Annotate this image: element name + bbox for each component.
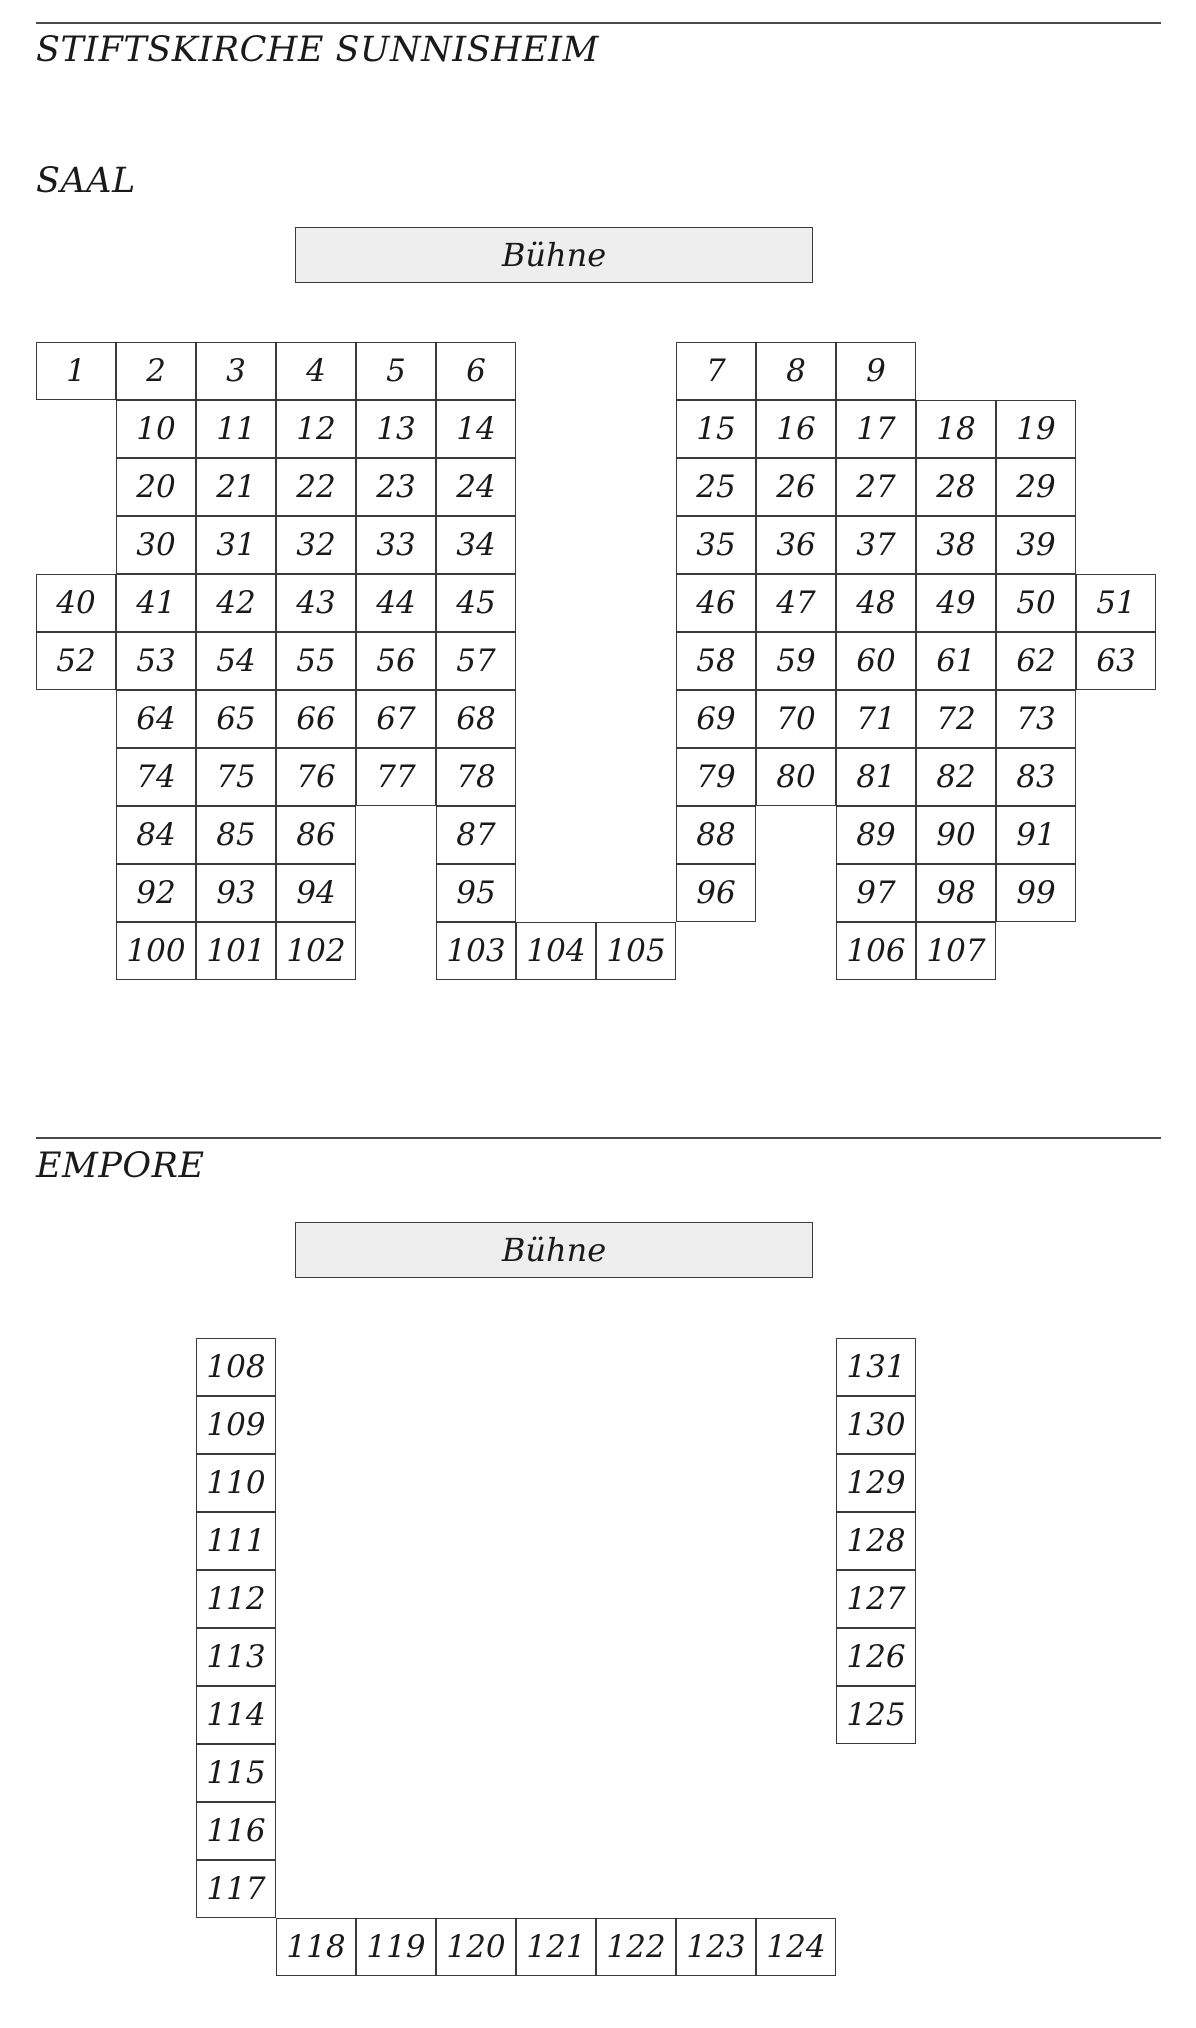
saal-heading: SAAL: [36, 161, 136, 201]
seat-119[interactable]: 119: [356, 1918, 436, 1976]
seat-16[interactable]: 16: [756, 400, 836, 458]
seat-112[interactable]: 112: [196, 1570, 276, 1628]
seat-40[interactable]: 40: [36, 574, 116, 632]
seat-4[interactable]: 4: [276, 342, 356, 400]
seat-107[interactable]: 107: [916, 922, 996, 980]
seat-128[interactable]: 128: [836, 1512, 916, 1570]
seat-120[interactable]: 120: [436, 1918, 516, 1976]
seat-104[interactable]: 104: [516, 922, 596, 980]
seat-25[interactable]: 25: [676, 458, 756, 516]
seat-103[interactable]: 103: [436, 922, 516, 980]
seat-46[interactable]: 46: [676, 574, 756, 632]
seat-98[interactable]: 98: [916, 864, 996, 922]
seat-109[interactable]: 109: [196, 1396, 276, 1454]
seat-121[interactable]: 121: [516, 1918, 596, 1976]
seat-78[interactable]: 78: [436, 748, 516, 806]
seat-105[interactable]: 105: [596, 922, 676, 980]
seat-33[interactable]: 33: [356, 516, 436, 574]
seat-45[interactable]: 45: [436, 574, 516, 632]
seat-101[interactable]: 101: [196, 922, 276, 980]
seat-21[interactable]: 21: [196, 458, 276, 516]
seat-123[interactable]: 123: [676, 1918, 756, 1976]
seat-62[interactable]: 62: [996, 632, 1076, 690]
seat-70[interactable]: 70: [756, 690, 836, 748]
seat-117[interactable]: 117: [196, 1860, 276, 1918]
section-divider: [36, 1137, 1161, 1139]
seat-44[interactable]: 44: [356, 574, 436, 632]
seat-71[interactable]: 71: [836, 690, 916, 748]
seat-27[interactable]: 27: [836, 458, 916, 516]
seat-93[interactable]: 93: [196, 864, 276, 922]
seat-60[interactable]: 60: [836, 632, 916, 690]
seat-35[interactable]: 35: [676, 516, 756, 574]
seat-53[interactable]: 53: [116, 632, 196, 690]
seat-89[interactable]: 89: [836, 806, 916, 864]
seat-64[interactable]: 64: [116, 690, 196, 748]
seat-116[interactable]: 116: [196, 1802, 276, 1860]
seat-28[interactable]: 28: [916, 458, 996, 516]
seat-111[interactable]: 111: [196, 1512, 276, 1570]
seat-55[interactable]: 55: [276, 632, 356, 690]
seat-52[interactable]: 52: [36, 632, 116, 690]
seat-23[interactable]: 23: [356, 458, 436, 516]
seat-3[interactable]: 3: [196, 342, 276, 400]
seat-81[interactable]: 81: [836, 748, 916, 806]
seat-131[interactable]: 131: [836, 1338, 916, 1396]
seat-126[interactable]: 126: [836, 1628, 916, 1686]
seat-31[interactable]: 31: [196, 516, 276, 574]
seat-124[interactable]: 124: [756, 1918, 836, 1976]
seat-26[interactable]: 26: [756, 458, 836, 516]
seat-7[interactable]: 7: [676, 342, 756, 400]
seat-58[interactable]: 58: [676, 632, 756, 690]
seat-36[interactable]: 36: [756, 516, 836, 574]
seat-2[interactable]: 2: [116, 342, 196, 400]
seat-41[interactable]: 41: [116, 574, 196, 632]
seat-74[interactable]: 74: [116, 748, 196, 806]
seat-24[interactable]: 24: [436, 458, 516, 516]
seat-22[interactable]: 22: [276, 458, 356, 516]
seat-90[interactable]: 90: [916, 806, 996, 864]
empore-stage: Bühne: [295, 1222, 813, 1278]
seat-75[interactable]: 75: [196, 748, 276, 806]
seat-77[interactable]: 77: [356, 748, 436, 806]
seat-50[interactable]: 50: [996, 574, 1076, 632]
seat-106[interactable]: 106: [836, 922, 916, 980]
seat-68[interactable]: 68: [436, 690, 516, 748]
seat-108[interactable]: 108: [196, 1338, 276, 1396]
seat-88[interactable]: 88: [676, 806, 756, 864]
seat-73[interactable]: 73: [996, 690, 1076, 748]
seat-29[interactable]: 29: [996, 458, 1076, 516]
seat-118[interactable]: 118: [276, 1918, 356, 1976]
seat-130[interactable]: 130: [836, 1396, 916, 1454]
seat-84[interactable]: 84: [116, 806, 196, 864]
seat-11[interactable]: 11: [196, 400, 276, 458]
seat-61[interactable]: 61: [916, 632, 996, 690]
top-divider: [36, 22, 1161, 24]
seat-51[interactable]: 51: [1076, 574, 1156, 632]
seat-82[interactable]: 82: [916, 748, 996, 806]
seat-80[interactable]: 80: [756, 748, 836, 806]
seat-48[interactable]: 48: [836, 574, 916, 632]
seat-115[interactable]: 115: [196, 1744, 276, 1802]
seat-34[interactable]: 34: [436, 516, 516, 574]
seat-1[interactable]: 1: [36, 342, 116, 400]
seat-100[interactable]: 100: [116, 922, 196, 980]
seat-83[interactable]: 83: [996, 748, 1076, 806]
seat-127[interactable]: 127: [836, 1570, 916, 1628]
seat-42[interactable]: 42: [196, 574, 276, 632]
seat-76[interactable]: 76: [276, 748, 356, 806]
seat-63[interactable]: 63: [1076, 632, 1156, 690]
seat-110[interactable]: 110: [196, 1454, 276, 1512]
seat-17[interactable]: 17: [836, 400, 916, 458]
seat-30[interactable]: 30: [116, 516, 196, 574]
seat-69[interactable]: 69: [676, 690, 756, 748]
seat-72[interactable]: 72: [916, 690, 996, 748]
seat-122[interactable]: 122: [596, 1918, 676, 1976]
seat-20[interactable]: 20: [116, 458, 196, 516]
seat-97[interactable]: 97: [836, 864, 916, 922]
seat-12[interactable]: 12: [276, 400, 356, 458]
empore-heading: EMPORE: [36, 1146, 205, 1186]
seat-95[interactable]: 95: [436, 864, 516, 922]
seat-59[interactable]: 59: [756, 632, 836, 690]
seat-99[interactable]: 99: [996, 864, 1076, 922]
seat-125[interactable]: 125: [836, 1686, 916, 1744]
seat-43[interactable]: 43: [276, 574, 356, 632]
seat-54[interactable]: 54: [196, 632, 276, 690]
seat-15[interactable]: 15: [676, 400, 756, 458]
seat-94[interactable]: 94: [276, 864, 356, 922]
seat-102[interactable]: 102: [276, 922, 356, 980]
seat-87[interactable]: 87: [436, 806, 516, 864]
seat-14[interactable]: 14: [436, 400, 516, 458]
seat-6[interactable]: 6: [436, 342, 516, 400]
seat-65[interactable]: 65: [196, 690, 276, 748]
seat-114[interactable]: 114: [196, 1686, 276, 1744]
seat-67[interactable]: 67: [356, 690, 436, 748]
seat-129[interactable]: 129: [836, 1454, 916, 1512]
seat-9[interactable]: 9: [836, 342, 916, 400]
seat-18[interactable]: 18: [916, 400, 996, 458]
seat-57[interactable]: 57: [436, 632, 516, 690]
seat-8[interactable]: 8: [756, 342, 836, 400]
seat-92[interactable]: 92: [116, 864, 196, 922]
seat-49[interactable]: 49: [916, 574, 996, 632]
seat-96[interactable]: 96: [676, 864, 756, 922]
seat-113[interactable]: 113: [196, 1628, 276, 1686]
saal-stage: Bühne: [295, 227, 813, 283]
seat-79[interactable]: 79: [676, 748, 756, 806]
seat-47[interactable]: 47: [756, 574, 836, 632]
page-title: STIFTSKIRCHE SUNNISHEIM: [36, 30, 599, 70]
seat-37[interactable]: 37: [836, 516, 916, 574]
seat-32[interactable]: 32: [276, 516, 356, 574]
seat-66[interactable]: 66: [276, 690, 356, 748]
seat-19[interactable]: 19: [996, 400, 1076, 458]
seat-56[interactable]: 56: [356, 632, 436, 690]
seat-13[interactable]: 13: [356, 400, 436, 458]
seat-10[interactable]: 10: [116, 400, 196, 458]
seat-85[interactable]: 85: [196, 806, 276, 864]
seat-86[interactable]: 86: [276, 806, 356, 864]
seat-38[interactable]: 38: [916, 516, 996, 574]
seat-39[interactable]: 39: [996, 516, 1076, 574]
seat-91[interactable]: 91: [996, 806, 1076, 864]
seat-5[interactable]: 5: [356, 342, 436, 400]
